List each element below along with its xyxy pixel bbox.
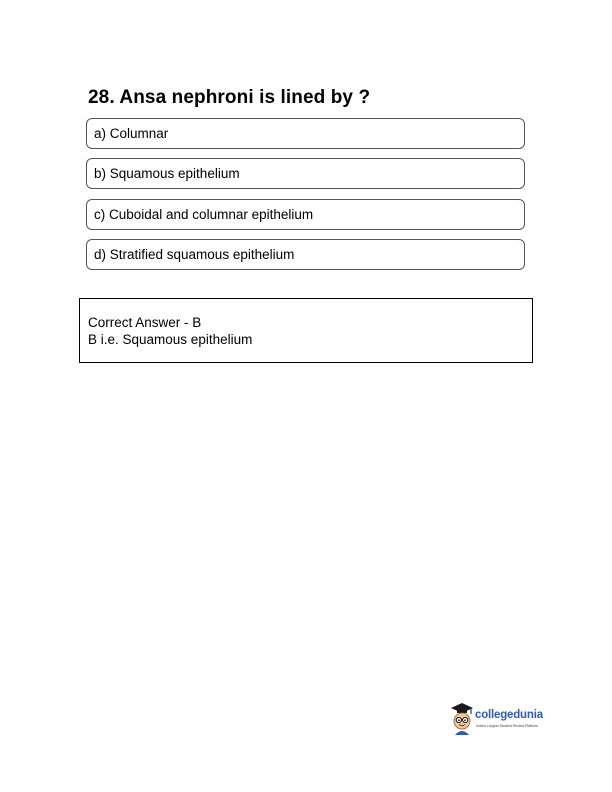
option-b[interactable]: b) Squamous epithelium (86, 158, 525, 189)
brand-name: collegedunia (475, 709, 543, 721)
answer-box (79, 298, 533, 363)
answer-explanation: B i.e. Squamous epithelium (88, 332, 253, 347)
brand-logo (449, 702, 559, 736)
option-c[interactable]: c) Cuboidal and columnar epithelium (86, 199, 525, 230)
option-a[interactable]: a) Columnar (86, 118, 525, 149)
graduate-mascot-icon (449, 702, 475, 736)
brand-tagline: India's Largest Student Review Platform (476, 724, 539, 728)
option-d[interactable]: d) Stratified squamous epithelium (86, 239, 525, 270)
correct-answer-text: Correct Answer - B (88, 315, 202, 330)
question-title: 28. Ansa nephroni is lined by ? (88, 87, 371, 108)
